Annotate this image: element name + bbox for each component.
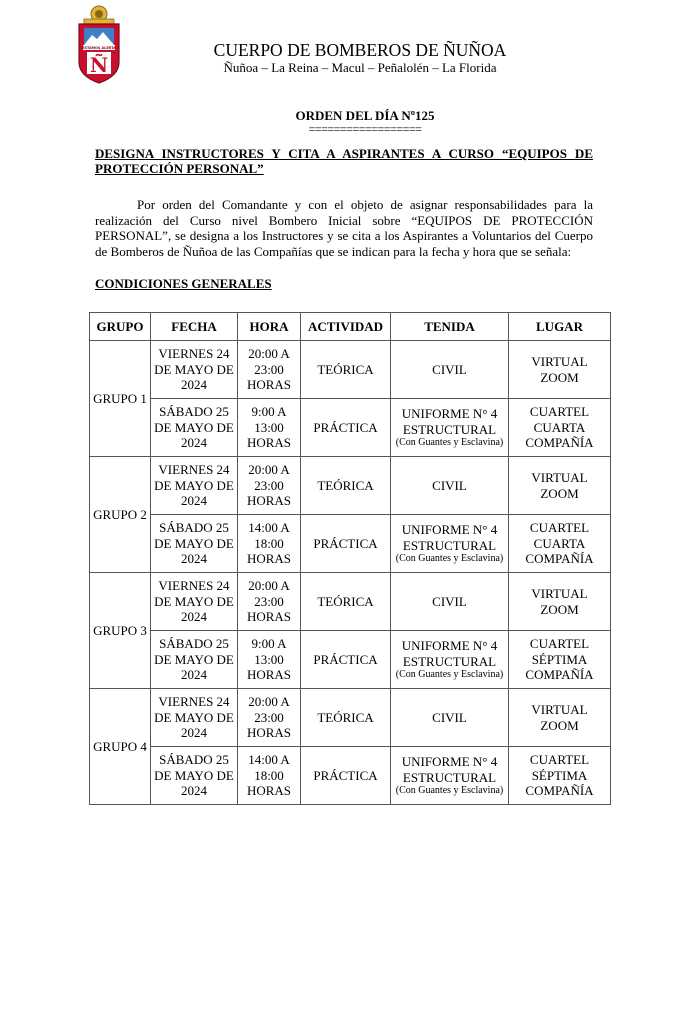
date-cell: VIERNES 24 DE MAYO DE 2024 [151,457,238,515]
attire-cell [391,747,509,805]
date-cell: SÁBADO 25 DE MAYO DE 2024 [151,631,238,689]
fire-department-crest [76,4,122,84]
attire-text: UNIFORME N° 4 ESTRUCTURAL [401,638,498,669]
header-tenida: TENIDA [391,313,509,341]
table-row [90,341,611,399]
time-cell: 20:00 A 23:00 HORAS [238,341,301,399]
header-actividad: ACTIVIDAD [301,313,391,341]
date-cell: SÁBADO 25 DE MAYO DE 2024 [151,747,238,805]
location-cell: CUARTEL CUARTA COMPAÑÍA [509,399,611,457]
group-cell: GRUPO 2 [90,457,151,573]
table-row [90,515,611,573]
crest-crown [84,6,114,24]
location-cell: VIRTUAL ZOOM [509,341,611,399]
attire-note: (Con Guantes y Esclavina) [395,437,504,448]
table-row [90,689,611,747]
attire-text: CIVIL [432,709,467,725]
activity-cell: PRÁCTICA [301,515,391,573]
location-cell: CUARTEL SÉPTIMA COMPAÑÍA [509,631,611,689]
header-fecha: FECHA [151,313,238,341]
header-lugar: LUGAR [509,313,611,341]
crest-icon [76,4,122,84]
activity-cell: TEÓRICA [301,689,391,747]
organization-title: CUERPO DE BOMBEROS DE ÑUÑOA [213,40,507,60]
location-cell: VIRTUAL ZOOM [509,689,611,747]
attire-cell [391,631,509,689]
table-row [90,457,611,515]
attire-note: (Con Guantes y Esclavina) [395,669,504,680]
crest-motto: ESTAMOS ALERTA [82,46,116,50]
date-cell: VIERNES 24 DE MAYO DE 2024 [151,341,238,399]
location-cell: CUARTEL CUARTA COMPAÑÍA [509,515,611,573]
table-row [90,573,611,631]
attire-note: (Con Guantes y Esclavina) [395,785,504,796]
date-cell: SÁBADO 25 DE MAYO DE 2024 [151,399,238,457]
schedule-table [89,312,611,805]
activity-cell: TEÓRICA [301,341,391,399]
attire-text: UNIFORME N° 4 ESTRUCTURAL [401,522,498,553]
attire-cell [391,399,509,457]
location-cell: CUARTEL SÉPTIMA COMPAÑÍA [509,747,611,805]
date-cell: VIERNES 24 DE MAYO DE 2024 [151,689,238,747]
time-cell: 20:00 A 23:00 HORAS [238,457,301,515]
attire-cell [391,457,509,515]
date-cell: SÁBADO 25 DE MAYO DE 2024 [151,515,238,573]
activity-cell: TEÓRICA [301,573,391,631]
header-grupo: GRUPO [90,313,151,341]
document-subject: DESIGNA INSTRUCTORES Y CITA A ASPIRANTES A CURSO “EQUIPOS DE PROTECCIÓN PERSONAL” [95,146,593,176]
table-row [90,747,611,805]
attire-text: UNIFORME N° 4 ESTRUCTURAL [401,406,498,437]
time-cell: 14:00 A 18:00 HORAS [238,747,301,805]
group-cell: GRUPO 1 [90,341,151,457]
crest-letter: Ñ [89,53,109,77]
date-cell: VIERNES 24 DE MAYO DE 2024 [151,573,238,631]
time-cell: 20:00 A 23:00 HORAS [238,689,301,747]
attire-text: CIVIL [432,477,467,493]
organization-communes: Ñuñoa – La Reina – Macul – Peñalolén – La Florida [223,60,497,75]
section-title-general-conditions: CONDICIONES GENERALES [95,276,272,291]
table-row [90,399,611,457]
table-row [90,631,611,689]
time-cell: 9:00 A 13:00 HORAS [238,399,301,457]
attire-cell [391,341,509,399]
attire-text: CIVIL [432,361,467,377]
attire-text: UNIFORME N° 4 ESTRUCTURAL [401,754,498,785]
time-cell: 9:00 A 13:00 HORAS [238,631,301,689]
order-title-rule: ================== [308,122,422,136]
group-cell: GRUPO 4 [90,689,151,805]
order-title: ORDEN DEL DÍA Nº125 [295,108,435,123]
header-hora: HORA [238,313,301,341]
attire-cell [391,689,509,747]
group-cell: GRUPO 3 [90,573,151,689]
activity-cell: TEÓRICA [301,457,391,515]
attire-text: CIVIL [432,593,467,609]
body-paragraph: Por orden del Comandante y con el objeto de asignar responsabilidades para la realización del Curso nivel Bombero Inicial sobre “EQUIPOS DE PROTECCIÓN PERSONAL”, se designa a los Instructores y se cita a los Aspirantes a Voluntarios del Cuerpo de Bomberos de Ñuñoa de las Compañías que se indican para la fecha y hora que se señala: [95,197,593,259]
table-header-row [90,313,611,341]
location-cell: VIRTUAL ZOOM [509,457,611,515]
attire-cell [391,515,509,573]
attire-note: (Con Guantes y Esclavina) [395,553,504,564]
activity-cell: PRÁCTICA [301,747,391,805]
location-cell: VIRTUAL ZOOM [509,573,611,631]
time-cell: 20:00 A 23:00 HORAS [238,573,301,631]
activity-cell: PRÁCTICA [301,399,391,457]
activity-cell: PRÁCTICA [301,631,391,689]
attire-cell [391,573,509,631]
time-cell: 14:00 A 18:00 HORAS [238,515,301,573]
